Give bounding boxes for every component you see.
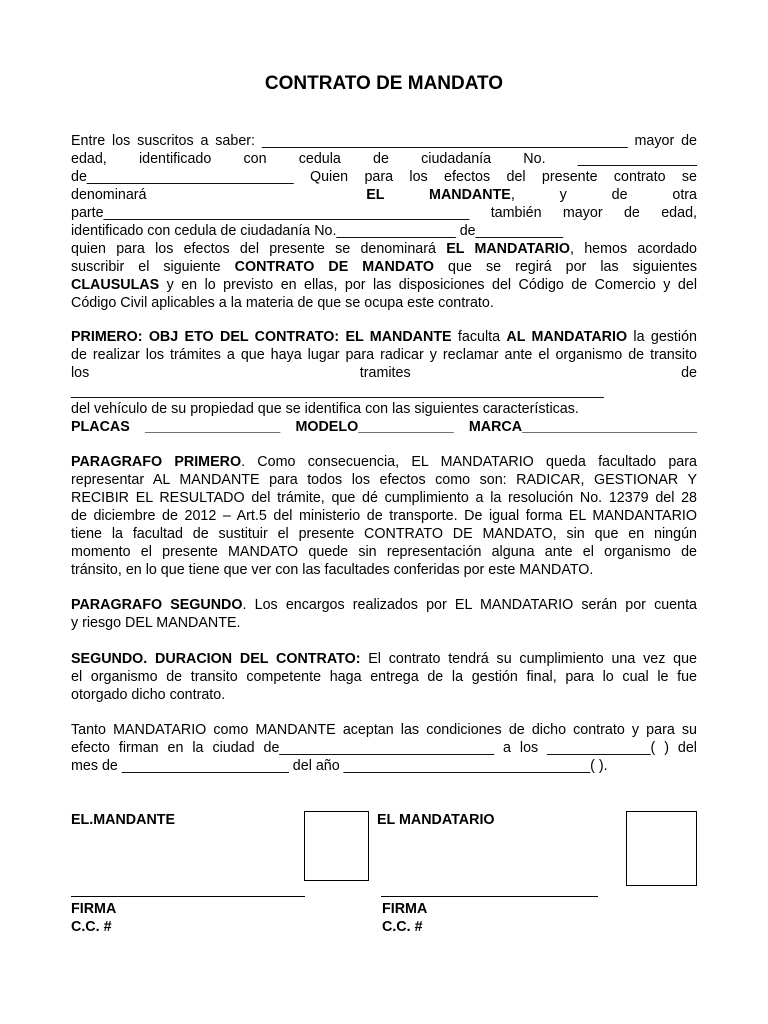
intro-de-otra: , y de otra [510,187,698,203]
left-firma-label: FIRMA [71,901,117,917]
paragrafo-primero [71,453,697,579]
intro-line-5: parte______________________________________________ también mayor de edad, [71,205,697,221]
intro-line-2: edad, identificado con cedula de ciudadanía No. _______________ [71,151,697,167]
right-cc-label: C.C. # [382,919,423,935]
primero-line-2: de realizar los trámites a que haya lugar para radicar y reclamar ante el organismo de transito [71,347,697,363]
intro-line-9 [71,276,697,294]
intro-line-7 [71,240,697,258]
intro-line-8 [71,258,697,276]
right-firma-label: FIRMA [382,901,428,917]
primero-line-4: del vehículo de su propiedad que se identifica con las siguientes características. [71,401,579,417]
right-signature-line [381,896,598,897]
primero-faculta: faculta [451,329,507,345]
pp-line-2: representar AL MANDANTE para todos los efectos como son: RADICAR, GESTIONAR Y [71,472,697,488]
closing-line-2: efecto firman en la ciudad de___________________________ a los _____________( ) del [71,740,697,756]
primero-heading: PRIMERO: OBJ ETO DEL CONTRATO: EL MANDANTE [71,329,452,345]
primero-al-mandatario: AL MANDATARIO [506,329,628,345]
closing-line-1: Tanto MANDATARIO como MANDANTE aceptan las condiciones de dicho contrato y para su [71,722,697,738]
intro-suscribir: suscribir el siguiente [71,259,235,275]
right-fingerprint-box [626,811,697,886]
primero-line-3: los tramites de ___________________________________________________________________ [71,365,697,399]
segundo-line-1 [71,650,697,668]
closing-line-3: mes de _____________________ del año _______________________________( ). [71,758,608,774]
left-signature-line [71,896,305,897]
pp-line-4: de diciembre de 2012 – Art.5 del ministerio de transporte. De igual forma EL MANDANTARIO [71,508,697,524]
intro-line-6: identificado con cedula de ciudadanía No._______________ de___________ [71,223,564,239]
intro-denominara-2: quien para los efectos del presente se denominará [71,241,447,257]
segundo-line-2: el organismo de transito competente haga entrega de la gestión final, para lo cual le fue [71,669,697,685]
ps-text-1: . Los encargos realizados por EL MANDATARIO serán por cuenta [242,597,697,613]
primero-paragraph [71,328,697,418]
intro-el-mandatario: EL MANDATARIO [446,241,571,257]
left-cc-label: C.C. # [71,919,112,935]
intro-line-4 [71,186,697,204]
ps-line-1 [71,596,697,614]
pp-line-1 [71,453,697,471]
left-party-label: EL.MANDANTE [71,812,176,828]
segundo-text-1: El contrato tendrá su cumplimiento una vez que [360,651,697,667]
ps-heading: PARAGRAFO SEGUNDO [71,597,243,613]
pp-line-6: momento el presente MANDATO quede sin representación alguna ante el organismo de [71,544,697,560]
intro-se-regira: que se regirá por las siguientes [434,259,698,275]
intro-contrato-de-mandato: CONTRATO DE MANDATO [234,259,435,275]
intro-paragraph [71,132,697,312]
intro-el-mandante: EL MANDANTE [366,187,511,203]
intro-line-1: Entre los suscritos a saber: ______________________________________________ mayor de [71,133,697,149]
pp-line-3: RECIBIR EL RESULTADO del trámite, que dé cumplimiento a la resolución No. 12379 del 28 [71,490,697,506]
intro-line-10: Código Civil aplicables a la materia de que se ocupa este contrato. [71,295,494,311]
closing-paragraph [71,721,697,775]
intro-previsto: y en lo previsto en ellas, por las disposiciones del Código de Comercio y del [159,277,697,293]
primero-line-1 [71,328,697,346]
primero-gestion: la gestión [627,329,697,345]
intro-clausulas: CLAUSULAS [71,277,160,293]
intro-denominara: denominará [71,187,147,203]
pp-text-1: . Como consecuencia, EL MANDATARIO queda facultado para [241,454,697,470]
left-fingerprint-box [304,811,369,881]
pp-line-7: tránsito, en lo que tiene que ver con las facultades conferidas por este MANDATO. [71,562,594,578]
right-party-label: EL MANDATARIO [377,812,495,828]
segundo-line-3: otorgado dicho contrato. [71,687,226,703]
document-title: CONTRATO DE MANDATO [264,73,504,94]
paragrafo-segundo [71,596,697,632]
pp-heading: PARAGRAFO PRIMERO [71,454,242,470]
vehicle-fields [71,418,697,436]
segundo-heading: SEGUNDO. DURACION DEL CONTRATO: [71,651,361,667]
pp-line-5: tiene la facultad de sustituir el presente CONTRATO DE MANDATO, sin que en ningún [71,526,697,542]
vehicle-fields-line: PLACAS _________________ MODELO____________ MARCA______________________ [71,419,697,435]
segundo-paragraph [71,650,697,704]
intro-hemos-acordado: , hemos acordado [570,241,697,257]
intro-line-3: de__________________________ Quien para los efectos del presente contrato se [71,169,697,185]
ps-line-2: y riesgo DEL MANDANTE. [71,615,241,631]
